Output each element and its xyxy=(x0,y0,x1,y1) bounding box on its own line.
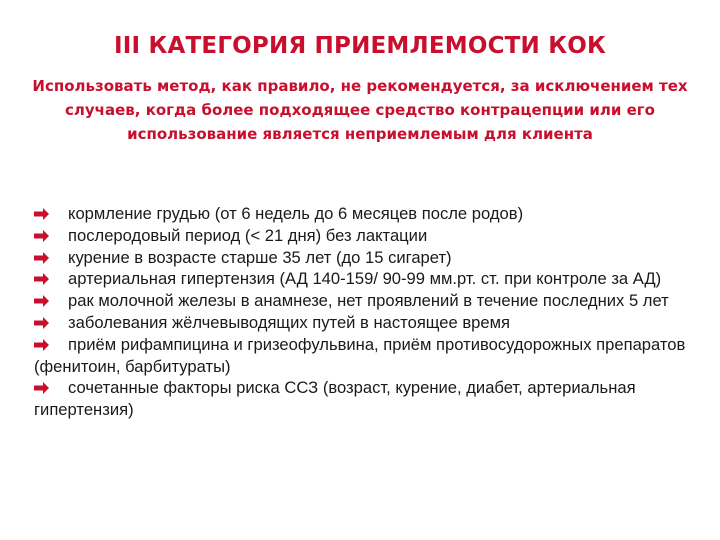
list-item-text: приём рифампицина и гризеофульвина, приём противосудорожных препаратов (фенитоин, барбитураты) xyxy=(34,334,686,376)
arrow-right-icon xyxy=(34,273,54,285)
list-item-text: послеродовый период (< 21 дня) без лактации xyxy=(68,225,428,245)
list-item xyxy=(34,312,694,334)
list-item xyxy=(34,247,694,269)
list-item xyxy=(34,334,694,378)
arrow-right-icon xyxy=(34,295,54,307)
list-item-text: курение в возрасте старше 35 лет (до 15 сигарет) xyxy=(68,247,452,267)
list-item xyxy=(34,225,694,247)
list-item xyxy=(34,203,694,225)
list-item xyxy=(34,377,694,421)
list-item xyxy=(34,290,694,312)
list-item xyxy=(34,268,694,290)
slide-subtitle: Использовать метод, как правило, не рекомендуется, за исключением тех случаев, когда более подходящее средство контрацепции или его использование является неприемлемым для клиента xyxy=(32,77,688,143)
arrow-right-icon xyxy=(34,252,54,264)
arrow-right-icon xyxy=(34,230,54,242)
list-item-text: артериальная гипертензия (АД 140-159/ 90-99 мм.рт. ст. при контроле за АД) xyxy=(68,269,662,289)
criteria-list xyxy=(34,203,694,421)
arrow-right-icon xyxy=(34,382,54,394)
arrow-right-icon xyxy=(34,208,54,220)
slide-title: III КАТЕГОРИЯ ПРИЕМЛЕМОСТИ КОК xyxy=(114,33,606,59)
list-item-text: рак молочной железы в анамнезе, нет проявлений в течение последних 5 лет xyxy=(68,291,669,311)
list-item-text: сочетанные факторы риска ССЗ (возраст, курение, диабет, артериальная гипертензия) xyxy=(34,378,636,420)
list-item-text: кормление грудью (от 6 недель до 6 месяцев после родов) xyxy=(68,204,524,223)
arrow-right-icon xyxy=(34,339,54,351)
list-item-text: заболевания жёлчевыводящих путей в настоящее время xyxy=(68,312,511,332)
arrow-right-icon xyxy=(34,317,54,329)
